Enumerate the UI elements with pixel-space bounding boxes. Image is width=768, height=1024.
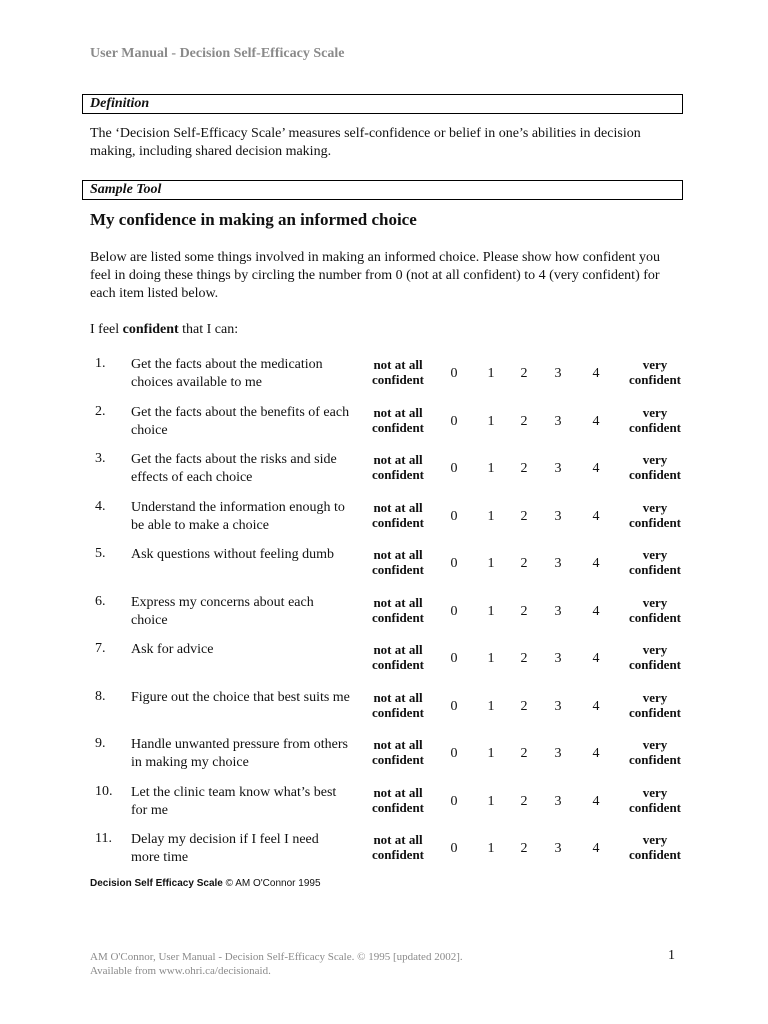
scale-item-row	[0, 498, 768, 546]
item-number: 10.	[95, 783, 113, 799]
scale-low-label-line1: not at all	[373, 784, 423, 800]
scale-option-3[interactable]: 3	[554, 698, 562, 714]
item-stem	[90, 321, 670, 339]
scale-high-label	[618, 832, 692, 862]
scale-low-label-line2: confident	[372, 847, 424, 862]
scale-option-1[interactable]: 1	[487, 841, 495, 856]
scale-high-label	[618, 785, 692, 815]
scale-option-1[interactable]: 1	[487, 461, 495, 476]
scale-low-label	[362, 832, 434, 862]
scale-low-label-line1: not at all	[373, 499, 423, 515]
scale-option-1[interactable]: 1	[487, 603, 495, 619]
scale-option-2[interactable]: 2	[520, 841, 528, 856]
scale-option-3[interactable]: 3	[554, 603, 562, 619]
scale-option-0[interactable]: 0	[450, 698, 458, 714]
scale-high-label-line2: confident	[629, 372, 681, 387]
scale-high-label	[618, 642, 692, 672]
item-stem-suffix: that I can:	[182, 322, 239, 337]
item-text: Figure out the choice that best suits me	[131, 689, 350, 705]
scale-high-label	[618, 737, 692, 767]
scale-option-4[interactable]: 4	[592, 461, 600, 476]
item-number: 1.	[95, 356, 106, 371]
scale-option-4[interactable]: 4	[592, 841, 600, 856]
scale-option-3[interactable]: 3	[554, 461, 562, 476]
scale-item-row	[0, 355, 768, 403]
definition-heading: Definition	[82, 94, 683, 114]
scale-low-label-line2: confident	[372, 372, 424, 387]
scale-low-label-line1: not at all	[373, 832, 423, 847]
scale-option-4[interactable]: 4	[592, 651, 600, 666]
scale-low-label-line1: not at all	[373, 547, 423, 562]
scale-high-label-line1: very	[642, 357, 668, 372]
scale-option-3[interactable]: 3	[554, 413, 562, 429]
scale-item-row	[0, 735, 768, 783]
tool-title: My confidence in making an informed choice	[90, 210, 417, 229]
scale-item-row	[0, 688, 768, 736]
scale-option-1[interactable]: 1	[487, 651, 495, 666]
scale-low-label-line1: not at all	[373, 737, 423, 752]
scale-option-4[interactable]: 4	[592, 366, 600, 381]
scale-high-label-line2: confident	[629, 562, 681, 577]
scale-high-label-line1: very	[642, 404, 668, 420]
scale-option-4[interactable]: 4	[592, 698, 600, 714]
scale-high-label	[618, 595, 692, 625]
scale-low-label	[362, 405, 434, 435]
scale-option-4[interactable]: 4	[592, 556, 600, 571]
scale-low-label	[362, 595, 434, 625]
scale-low-label	[362, 357, 434, 387]
scale-low-label	[362, 547, 434, 577]
item-number: 11.	[95, 831, 112, 846]
scale-low-label-line1: not at all	[373, 357, 423, 372]
item-number: 5.	[95, 546, 106, 561]
scale-high-label-line1: very	[642, 499, 668, 515]
scale-option-4[interactable]: 4	[592, 603, 600, 619]
scale-option-0[interactable]: 0	[450, 556, 458, 571]
scale-option-2[interactable]: 2	[520, 556, 528, 571]
scale-low-label	[362, 642, 434, 672]
scale-option-4[interactable]: 4	[592, 746, 600, 761]
scale-low-label	[362, 690, 434, 720]
scale-high-label-line1: very	[642, 452, 668, 467]
item-text: Get the facts about the medication choices available to me	[131, 357, 323, 390]
item-text: Express my concerns about each choice	[131, 594, 314, 628]
scale-high-label	[618, 452, 692, 482]
scale-item-row	[0, 640, 768, 688]
scale-option-3[interactable]: 3	[554, 793, 562, 809]
scale-low-label-line2: confident	[372, 419, 424, 435]
item-text: Get the facts about the risks and side effects of each choice	[131, 452, 337, 485]
scale-low-label-line2: confident	[372, 562, 424, 577]
scale-high-label	[618, 405, 692, 435]
item-number: 3.	[95, 451, 106, 466]
scale-option-1[interactable]: 1	[487, 413, 495, 429]
item-stem-prefix: I feel	[90, 322, 120, 337]
scale-high-label-line2: confident	[629, 704, 681, 720]
item-text: Ask for advice	[131, 642, 214, 657]
scale-low-label-line2: confident	[372, 514, 424, 530]
item-number: 7.	[95, 641, 106, 656]
tool-instructions: Below are listed some things involved in making an informed choice. Please show how confident you feel in doing these things by circling the number from 0 (not at all confident) to 4 (very confident) for each item listed below.	[90, 250, 660, 301]
scale-high-label-line1: very	[642, 689, 668, 705]
scale-option-2[interactable]: 2	[520, 508, 528, 524]
footer-citation-line1: AM O'Connor, User Manual - Decision Self-Efficacy Scale. © 1995 [updated 2002].	[90, 951, 463, 963]
scale-high-label-line1: very	[642, 784, 668, 800]
item-text: Delay my decision if I feel I need more time	[131, 832, 319, 865]
scale-option-3[interactable]: 3	[554, 556, 562, 571]
scale-low-label-line1: not at all	[373, 404, 423, 420]
scale-option-0[interactable]: 0	[450, 603, 458, 619]
scale-high-label-line2: confident	[629, 467, 681, 482]
scale-high-label-line2: confident	[629, 847, 681, 862]
scale-option-2[interactable]: 2	[520, 461, 528, 476]
item-number: 4.	[95, 498, 106, 514]
scale-high-label	[618, 690, 692, 720]
scale-high-label-line2: confident	[629, 609, 681, 625]
scale-option-4[interactable]: 4	[592, 508, 600, 524]
scale-option-1[interactable]: 1	[487, 698, 495, 714]
scale-high-label	[618, 357, 692, 387]
scale-high-label-line2: confident	[629, 752, 681, 767]
scale-option-1[interactable]: 1	[487, 556, 495, 571]
scale-low-label-line2: confident	[372, 752, 424, 767]
item-text: Understand the information enough to be able to make a choice	[131, 499, 345, 533]
footer-citation	[90, 950, 530, 978]
scale-option-0[interactable]: 0	[450, 366, 458, 381]
item-text: Handle unwanted pressure from others in making my choice	[131, 737, 348, 770]
scale-option-0[interactable]: 0	[450, 746, 458, 761]
scale-low-label-line2: confident	[372, 467, 424, 482]
scale-option-2[interactable]: 2	[520, 651, 528, 666]
scale-high-label-line1: very	[642, 594, 668, 610]
scale-option-4[interactable]: 4	[592, 413, 600, 429]
item-number: 2.	[95, 403, 106, 419]
scale-option-3[interactable]: 3	[554, 651, 562, 666]
scale-low-label-line2: confident	[372, 704, 424, 720]
scale-low-label	[362, 452, 434, 482]
scale-item-row	[0, 593, 768, 641]
scale-option-2[interactable]: 2	[520, 413, 528, 429]
scale-option-2[interactable]: 2	[520, 698, 528, 714]
copyright-owner: © AM O'Connor 1995	[225, 878, 321, 889]
scale-high-label-line1: very	[642, 642, 668, 657]
item-number: 9.	[95, 736, 106, 751]
scale-high-label-line1: very	[642, 547, 668, 562]
page-header: User Manual - Decision Self-Efficacy Scale	[90, 46, 345, 61]
scale-high-label-line2: confident	[629, 799, 681, 815]
scale-option-3[interactable]: 3	[554, 746, 562, 761]
scale-high-label-line1: very	[642, 737, 668, 752]
scale-option-0[interactable]: 0	[450, 508, 458, 524]
scale-item-row	[0, 830, 768, 878]
scale-low-label	[362, 500, 434, 530]
definition-text: The ‘Decision Self-Efficacy Scale’ measures self-confidence or belief in one’s abilities in decision making, including shared decision making.	[90, 126, 641, 159]
scale-low-label-line1: not at all	[373, 689, 423, 705]
page-number: 1	[668, 948, 675, 963]
scale-low-label	[362, 785, 434, 815]
scale-low-label-line1: not at all	[373, 594, 423, 610]
scale-item-row	[0, 783, 768, 831]
scale-option-0[interactable]: 0	[450, 793, 458, 809]
scale-items	[0, 355, 768, 878]
scale-high-label-line2: confident	[629, 419, 681, 435]
scale-option-2[interactable]: 2	[520, 366, 528, 381]
scale-high-label	[618, 547, 692, 577]
item-number: 8.	[95, 688, 106, 704]
scale-item-row	[0, 403, 768, 451]
scale-option-0[interactable]: 0	[450, 651, 458, 666]
scale-option-0[interactable]: 0	[450, 841, 458, 856]
item-stem-bold: confident	[122, 322, 179, 337]
scale-item-row	[0, 450, 768, 498]
copyright-note	[90, 878, 321, 889]
scale-option-1[interactable]: 1	[487, 746, 495, 761]
scale-option-4[interactable]: 4	[592, 793, 600, 809]
scale-option-3[interactable]: 3	[554, 508, 562, 524]
scale-high-label-line2: confident	[629, 514, 681, 530]
scale-low-label	[362, 737, 434, 767]
sample-tool-heading: Sample Tool	[82, 180, 683, 200]
item-text: Ask questions without feeling dumb	[131, 547, 334, 562]
scale-option-1[interactable]: 1	[487, 366, 495, 381]
item-number: 6.	[95, 593, 106, 609]
item-text: Get the facts about the benefits of each choice	[131, 404, 350, 438]
scale-option-2[interactable]: 2	[520, 793, 528, 809]
scale-option-1[interactable]: 1	[487, 508, 495, 524]
scale-option-0[interactable]: 0	[450, 461, 458, 476]
scale-high-label	[618, 500, 692, 530]
scale-option-3[interactable]: 3	[554, 841, 562, 856]
scale-low-label-line2: confident	[372, 799, 424, 815]
scale-low-label-line1: not at all	[373, 642, 423, 657]
scale-low-label-line1: not at all	[373, 452, 423, 467]
scale-option-2[interactable]: 2	[520, 746, 528, 761]
scale-option-1[interactable]: 1	[487, 793, 495, 809]
copyright-scale-name: Decision Self Efficacy Scale	[90, 878, 223, 889]
scale-high-label-line2: confident	[629, 657, 681, 672]
item-text: Let the clinic team know what’s best for me	[131, 784, 337, 818]
scale-item-row	[0, 545, 768, 593]
scale-option-0[interactable]: 0	[450, 413, 458, 429]
scale-low-label-line2: confident	[372, 609, 424, 625]
scale-high-label-line1: very	[642, 832, 668, 847]
scale-option-2[interactable]: 2	[520, 603, 528, 619]
footer-citation-line2: Available from www.ohri.ca/decisionaid.	[90, 965, 271, 977]
scale-option-3[interactable]: 3	[554, 366, 562, 381]
scale-low-label-line2: confident	[372, 657, 424, 672]
